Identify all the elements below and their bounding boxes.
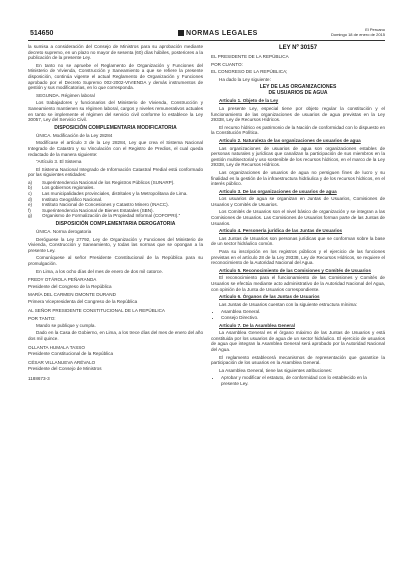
list-item: g) Organismo de Formalización de la Propiedad Informal (COFOPRI).” (28, 213, 181, 219)
section-brand (178, 28, 258, 40)
brand-mark-icon (178, 30, 184, 36)
list-item: a) Superintendencia Nacional de los Registros Públicos (SUNARP). (28, 179, 175, 185)
paragraph: Las organizaciones de usuarios de agua son organizaciones estables de personas naturales y jurídicas que canalizan la participación de sus miembros en la gestión multisectorial y uso sostenible de los recursos hídricos, en el marco de la Ley 29338, Ley de Recursos Hídricos. (211, 145, 385, 168)
addressee: AL SEÑOR PRESIDENTE CONSTITUCIONAL DE LA REPÚBLICA (28, 307, 165, 313)
article-title: Artículo 7. De la Asamblea General (219, 322, 295, 328)
article-title: Artículo 5. Reconocimiento de las Comisiones y Comités de Usuarios (219, 267, 371, 273)
list-item: • Consejo Directivo. (221, 315, 385, 321)
signatory-name: FREDY OTÁROLA PEÑARANDA (28, 277, 97, 283)
right-column (211, 44, 385, 389)
newspaper-name: El Peruano (365, 27, 385, 32)
list-item: f) Superintendencia Nacional de Bienes Estatales (SBN). (28, 207, 154, 213)
paragraph: Deróguese la Ley 27792, Ley de Organización y Funciones del Ministerio de Vivienda, Construcción y Saneamiento, y todas las normas que se opongan a la presente Ley. (28, 236, 203, 253)
paragraph: Las Juntas de Usuarios cuentan con la siguiente estructura mínima: (219, 301, 358, 307)
signatory-role: Presidente del Consejo de Ministros (28, 366, 102, 372)
signatory-role: Primera Vicepresidenta del Congreso de la República (28, 298, 138, 304)
gives-line: Ha dado la Ley siguiente: (219, 76, 271, 82)
section-heading: DISPOSICIÓN COMPLEMENTARIA DEROGATORIA (55, 221, 176, 228)
signatory-role: Presidente Constitucional de la República (28, 351, 114, 357)
paragraph: El recurso hídrico es patrimonio de la Nación de conformidad con lo dispuesto en la Constitución Política. (211, 124, 385, 136)
paragraph: El reglamento establecerá mecanismos de representación que garantice la participación de los usuarios en la Asamblea General. (211, 354, 385, 366)
article-quote: “Artículo 3. El Sistema (36, 159, 82, 165)
article-title: Artículo 2. Naturaleza de las organizaciones de usuarios de agua (219, 137, 361, 143)
page-number: 514650 (30, 30, 54, 37)
entity-list (28, 180, 203, 219)
page-header (28, 28, 385, 41)
paragraph: La Asamblea General es el órgano máximo de las Juntas de Usuarios y está constituida por los usuarios de agua de un sector hidráulico. El ejercicio de usuarios de agua que integran la Asamblea General será aprobado por la Autoridad Nacional del Agua. (211, 330, 385, 352)
left-column (28, 44, 203, 384)
paragraph: Las Juntas de Usuarios son personas jurídicas que se conforman sobre la base de un sector hidráulico común. (211, 235, 385, 247)
attribution-list (211, 375, 385, 386)
signatory-role: Presidente del Congreso de la República (28, 283, 112, 289)
signatory-name: MARÍA DEL CARMEN OMONTE DURAND (28, 292, 116, 298)
paragraph: El reconocimiento para el funcionamiento de las Comisiones y Comités de Usuarios se efectúa mediante acto administrativo de la Autoridad Nacional del Agua, con opinión de la Junta de Usuarios correspondiente. (211, 275, 385, 292)
mando-line: Mando se publique y cumpla. (36, 322, 96, 328)
subheading: ÚNICA. Norma derogatoria (36, 229, 92, 235)
paragraph: Para su inscripción en los registros públicos y el ejercicio de las funciones previstas en el artículo 28 de la Ley 29338, Ley de Recursos Hídricos, se requiere el reconocimiento de la Autoridad Nacional del Agua. (211, 249, 385, 266)
law-number: LEY Nº 30157 (278, 45, 318, 51)
paragraph: La presente Ley, especial tiene por objeto regular la constitución y el funcionamiento de las organizaciones de usuarios de agua previstas en la Ley 29338, Ley de Recursos Hídricos. (211, 105, 385, 123)
header-meta (331, 27, 385, 37)
law-title: LEY DE LAS ORGANIZACIONES DE USUARIOS DE AGUA (259, 84, 337, 97)
paragraph: Los trabajadores y funcionarios del Ministerio de Vivienda, Construcción y Saneamiento mantienen su régimen laboral, cargos y niveles remunerativos actuales en tanto se implemente el régimen del servicio civil conforme lo establece la Ley 30057, Ley del Servicio Civil. (28, 100, 203, 123)
list-item: e) Instituto Nacional de Concesiones y Catastro Minero (INACC). (28, 202, 169, 208)
signatory-name: CÉSAR VILLANUEVA ARÉVALO (28, 359, 96, 365)
article-title: Artículo 4. Personería jurídica de las Juntas de Usuarios (219, 228, 343, 234)
subheading: SEGUNDA. Régimen laboral (36, 92, 95, 98)
article-title: Artículo 3. De las organizaciones de usuarios de agua (219, 188, 337, 194)
section-heading: DISPOSICIÓN COMPLEMENTARIA MODIFICATORIA (54, 124, 177, 131)
document-code: 1188673-3 (28, 375, 50, 381)
paragraph: En tanto no se apruebe el Reglamento de Organización y Funciones del Ministerio de Vivienda, Construcción y Saneamiento a que se refiere la presente disposición, continúa vigente el actual Reglamento de Organización y Funciones aprobado por el Decreto Supremo 002-2002-VIVIENDA y demás instrumentos de gestión y sus modificatorias, en lo que corresponda. (28, 62, 203, 91)
paragraph: Los Comités de Usuarios son el nivel básico de organización y se integran a las Comisiones de Usuarios. Las Comisiones de Usuarios forman parte de las Juntas de Usuarios. (211, 209, 385, 226)
article-title: Artículo 1. Objeto de la Ley (219, 98, 279, 104)
issue-date: Domingo 18 de enero de 2015 (330, 32, 385, 37)
list-item: c) Las municipalidades provinciales, distritales y la Metropolitana de Lima. (28, 191, 188, 197)
paragraph: Los usuarios de agua se organizan en Juntas de Usuarios, Comisiones de Usuarios y Comités de Usuarios. (211, 196, 385, 207)
article-title: Artículo 6. Órganos de las Juntas de Usuarios (219, 294, 320, 300)
paragraph: Modifícase el artículo 3 de la Ley 28284, Ley que crea el Sistema Nacional Integrado de Catastro y su Vinculación con el Registro de Predios, el cual queda redactado de la manera siguiente: (28, 140, 203, 157)
paragraph: la sumisa a consideración del Consejo de Ministros para su aprobación mediante decreto supremo, en un plazo no mayor de sesenta (60) días hábiles, posteriores a la publicación de la presente Ley. (28, 44, 203, 61)
list-item: • Aprobar y modificar el estatuto, de conformidad con lo establecido en la presente Ley. (221, 375, 385, 386)
list-item: b) Los gobiernos regionales. (28, 185, 95, 191)
organ-list (211, 309, 385, 320)
paragraph: El Sistema Nacional Integrado de Información Catastral Predial está conformado por las siguientes entidades: (28, 166, 203, 178)
given-line: Dado en la Casa de Gobierno, en Lima, a los trece días del mes de enero del año dos mil quince. (28, 330, 203, 341)
subheading: ÚNICA. Modificación de la Ley 28284 (36, 132, 113, 138)
president-line: EL PRESIDENTE DE LA REPÚBLICA (211, 54, 289, 59)
signatory-name: OLLANTA HUMALA TASSO (28, 344, 85, 350)
place-date: En Lima, a los ocho días del mes de enero de dos mil catorce. (36, 268, 163, 274)
president-line: POR CUANTO: (211, 61, 243, 67)
paragraph: Las organizaciones de usuarios de agua no persiguen fines de lucro y su finalidad es la gestión de la infraestructura hidráulica y de los recursos hídricos, en el interés público. (211, 169, 385, 187)
list-item: • Asamblea General. (221, 309, 385, 315)
paragraph: La Asamblea General, tiene las siguientes atribuciones: (219, 367, 333, 373)
brand-label: NORMAS LEGALES (186, 30, 258, 37)
paragraph: Comuníquese al señor Presidente Constitucional de la República para su promulgación. (28, 255, 203, 266)
therefore-line: POR TANTO: (28, 316, 56, 322)
congress-line: EL CONGRESO DE LA REPÚBLICA; (211, 69, 288, 75)
list-item: d) Instituto Geográfico Nacional. (28, 196, 103, 202)
